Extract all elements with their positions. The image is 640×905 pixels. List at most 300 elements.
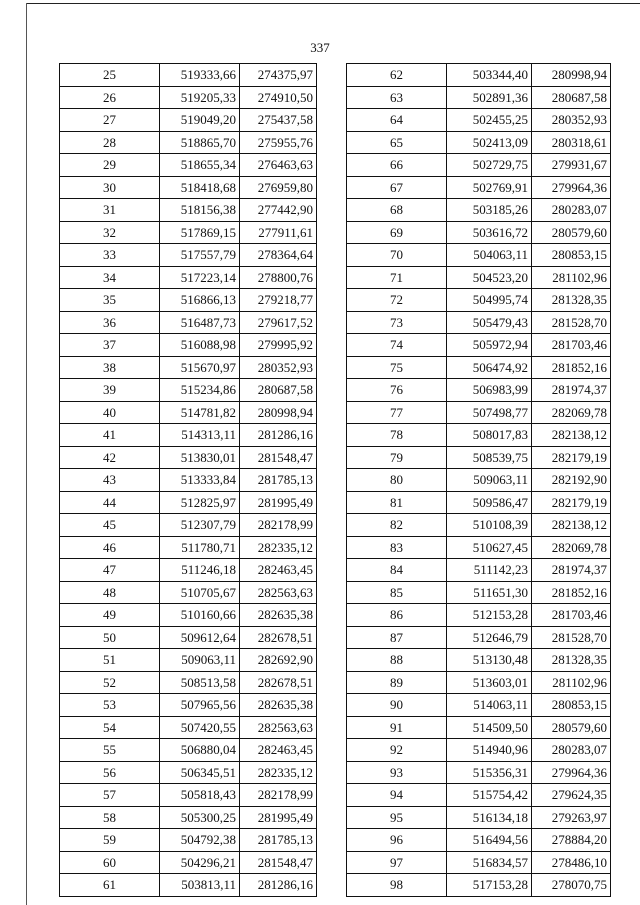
table-row [60, 356, 317, 379]
y-coordinate-cell: 281528,70 [532, 311, 611, 334]
y-coordinate-cell: 281852,16 [532, 356, 611, 379]
point-number-cell: 67 [347, 176, 447, 199]
y-coordinate-cell: 280687,58 [240, 379, 317, 402]
x-coordinate-cell: 513603,01 [447, 671, 532, 694]
y-coordinate-cell: 279995,92 [240, 334, 317, 357]
x-coordinate-cell: 509063,11 [447, 469, 532, 492]
point-number-cell: 47 [60, 559, 160, 582]
y-coordinate-cell: 274375,97 [240, 64, 317, 87]
table-row [60, 64, 317, 87]
y-coordinate-cell: 277442,90 [240, 199, 317, 222]
table-row [60, 334, 317, 357]
point-number-cell: 57 [60, 784, 160, 807]
x-coordinate-cell: 510705,67 [160, 581, 240, 604]
table-row [60, 221, 317, 244]
point-number-cell: 90 [347, 694, 447, 717]
x-coordinate-cell: 517153,28 [447, 874, 532, 897]
point-number-cell: 42 [60, 446, 160, 469]
point-number-cell: 30 [60, 176, 160, 199]
x-coordinate-cell: 516866,13 [160, 289, 240, 312]
y-coordinate-cell: 282178,99 [240, 514, 317, 537]
x-coordinate-cell: 509063,11 [160, 649, 240, 672]
point-number-cell: 29 [60, 154, 160, 177]
y-coordinate-cell: 276959,80 [240, 176, 317, 199]
table-row [347, 671, 611, 694]
table-row [347, 784, 611, 807]
y-coordinate-cell: 281328,35 [532, 289, 611, 312]
table-row [347, 131, 611, 154]
y-coordinate-cell: 282179,19 [532, 491, 611, 514]
table-row [347, 581, 611, 604]
page-number: 337 [310, 40, 330, 55]
y-coordinate-cell: 282678,51 [240, 626, 317, 649]
table-row [347, 356, 611, 379]
point-number-cell: 44 [60, 491, 160, 514]
point-number-cell: 62 [347, 64, 447, 87]
table-row [347, 244, 611, 267]
y-coordinate-cell: 281102,96 [532, 671, 611, 694]
point-number-cell: 26 [60, 86, 160, 109]
y-coordinate-cell: 282138,12 [532, 514, 611, 537]
table-row [347, 379, 611, 402]
y-coordinate-cell: 282563,63 [240, 581, 317, 604]
table-row [347, 64, 611, 87]
y-coordinate-cell: 282192,90 [532, 469, 611, 492]
table-row [347, 199, 611, 222]
table-row [347, 649, 611, 672]
x-coordinate-cell: 512825,97 [160, 491, 240, 514]
table-row [347, 491, 611, 514]
table-row [347, 694, 611, 717]
y-coordinate-cell: 281703,46 [532, 604, 611, 627]
point-number-cell: 45 [60, 514, 160, 537]
y-coordinate-cell: 280998,94 [532, 64, 611, 87]
y-coordinate-cell: 279931,67 [532, 154, 611, 177]
y-coordinate-cell: 280998,94 [240, 401, 317, 424]
y-coordinate-cell: 281286,16 [240, 424, 317, 447]
x-coordinate-cell: 503185,26 [447, 199, 532, 222]
x-coordinate-cell: 505300,25 [160, 806, 240, 829]
point-number-cell: 95 [347, 806, 447, 829]
table-row [60, 176, 317, 199]
point-number-cell: 92 [347, 739, 447, 762]
x-coordinate-cell: 518865,70 [160, 131, 240, 154]
table-row [347, 536, 611, 559]
x-coordinate-cell: 508513,58 [160, 671, 240, 694]
y-coordinate-cell: 282678,51 [240, 671, 317, 694]
point-number-cell: 38 [60, 356, 160, 379]
table-row [60, 199, 317, 222]
y-coordinate-cell: 281328,35 [532, 649, 611, 672]
x-coordinate-cell: 512646,79 [447, 626, 532, 649]
table-row [347, 626, 611, 649]
x-coordinate-cell: 517869,15 [160, 221, 240, 244]
y-coordinate-cell: 280318,61 [532, 131, 611, 154]
table-row [60, 266, 317, 289]
point-number-cell: 68 [347, 199, 447, 222]
point-number-cell: 58 [60, 806, 160, 829]
table-row [60, 739, 317, 762]
point-number-cell: 76 [347, 379, 447, 402]
table-row [347, 266, 611, 289]
x-coordinate-cell: 519205,33 [160, 86, 240, 109]
point-number-cell: 64 [347, 109, 447, 132]
table-row [347, 109, 611, 132]
y-coordinate-cell: 274910,50 [240, 86, 317, 109]
x-coordinate-cell: 512307,79 [160, 514, 240, 537]
point-number-cell: 39 [60, 379, 160, 402]
point-number-cell: 60 [60, 851, 160, 874]
y-coordinate-cell: 275955,76 [240, 131, 317, 154]
x-coordinate-cell: 502891,36 [447, 86, 532, 109]
x-coordinate-cell: 513130,48 [447, 649, 532, 672]
x-coordinate-cell: 503813,11 [160, 874, 240, 897]
y-coordinate-cell: 279964,36 [532, 176, 611, 199]
point-number-cell: 41 [60, 424, 160, 447]
point-number-cell: 81 [347, 491, 447, 514]
point-number-cell: 79 [347, 446, 447, 469]
point-number-cell: 77 [347, 401, 447, 424]
coordinates-table-left [59, 63, 317, 897]
x-coordinate-cell: 507965,56 [160, 694, 240, 717]
table-row [60, 694, 317, 717]
x-coordinate-cell: 516494,56 [447, 829, 532, 852]
point-number-cell: 34 [60, 266, 160, 289]
table-row [347, 829, 611, 852]
point-number-cell: 32 [60, 221, 160, 244]
point-number-cell: 74 [347, 334, 447, 357]
x-coordinate-cell: 515356,31 [447, 761, 532, 784]
y-coordinate-cell: 281548,47 [240, 446, 317, 469]
x-coordinate-cell: 518418,68 [160, 176, 240, 199]
x-coordinate-cell: 514940,96 [447, 739, 532, 762]
y-coordinate-cell: 282635,38 [240, 604, 317, 627]
point-number-cell: 35 [60, 289, 160, 312]
point-number-cell: 91 [347, 716, 447, 739]
point-number-cell: 93 [347, 761, 447, 784]
point-number-cell: 54 [60, 716, 160, 739]
x-coordinate-cell: 509586,47 [447, 491, 532, 514]
y-coordinate-cell: 282335,12 [240, 761, 317, 784]
point-number-cell: 46 [60, 536, 160, 559]
y-coordinate-cell: 281703,46 [532, 334, 611, 357]
table-row [60, 401, 317, 424]
point-number-cell: 56 [60, 761, 160, 784]
x-coordinate-cell: 513830,01 [160, 446, 240, 469]
point-number-cell: 49 [60, 604, 160, 627]
table-row [60, 424, 317, 447]
table-row [60, 536, 317, 559]
point-number-cell: 89 [347, 671, 447, 694]
point-number-cell: 50 [60, 626, 160, 649]
table-row [60, 806, 317, 829]
x-coordinate-cell: 510160,66 [160, 604, 240, 627]
point-number-cell: 70 [347, 244, 447, 267]
point-number-cell: 61 [60, 874, 160, 897]
x-coordinate-cell: 515754,42 [447, 784, 532, 807]
top-border-line [26, 3, 640, 4]
x-coordinate-cell: 511651,30 [447, 581, 532, 604]
x-coordinate-cell: 504792,38 [160, 829, 240, 852]
y-coordinate-cell: 281102,96 [532, 266, 611, 289]
y-coordinate-cell: 282069,78 [532, 401, 611, 424]
table-row [347, 311, 611, 334]
x-coordinate-cell: 512153,28 [447, 604, 532, 627]
table-row [347, 514, 611, 537]
y-coordinate-cell: 278070,75 [532, 874, 611, 897]
y-coordinate-cell: 279617,52 [240, 311, 317, 334]
y-coordinate-cell: 281852,16 [532, 581, 611, 604]
x-coordinate-cell: 502413,09 [447, 131, 532, 154]
table-row [347, 221, 611, 244]
y-coordinate-cell: 280687,58 [532, 86, 611, 109]
y-coordinate-cell: 280352,93 [532, 109, 611, 132]
point-number-cell: 86 [347, 604, 447, 627]
x-coordinate-cell: 503344,40 [447, 64, 532, 87]
x-coordinate-cell: 505972,94 [447, 334, 532, 357]
point-number-cell: 83 [347, 536, 447, 559]
x-coordinate-cell: 514313,11 [160, 424, 240, 447]
point-number-cell: 37 [60, 334, 160, 357]
x-coordinate-cell: 519333,66 [160, 64, 240, 87]
y-coordinate-cell: 277911,61 [240, 221, 317, 244]
x-coordinate-cell: 514509,50 [447, 716, 532, 739]
x-coordinate-cell: 516487,73 [160, 311, 240, 334]
point-number-cell: 31 [60, 199, 160, 222]
table-row [60, 109, 317, 132]
table-row [60, 559, 317, 582]
table-row [347, 739, 611, 762]
table-row [60, 761, 317, 784]
x-coordinate-cell: 504995,74 [447, 289, 532, 312]
table-row [60, 469, 317, 492]
table-row [347, 334, 611, 357]
table-row [347, 806, 611, 829]
y-coordinate-cell: 282138,12 [532, 424, 611, 447]
y-coordinate-cell: 281995,49 [240, 491, 317, 514]
table-row [60, 874, 317, 897]
y-coordinate-cell: 281785,13 [240, 469, 317, 492]
y-coordinate-cell: 275437,58 [240, 109, 317, 132]
table-row [60, 289, 317, 312]
x-coordinate-cell: 504063,11 [447, 244, 532, 267]
x-coordinate-cell: 518156,38 [160, 199, 240, 222]
table-row [60, 716, 317, 739]
y-coordinate-cell: 279263,97 [532, 806, 611, 829]
y-coordinate-cell: 280579,60 [532, 221, 611, 244]
y-coordinate-cell: 276463,63 [240, 154, 317, 177]
table-row [60, 446, 317, 469]
point-number-cell: 75 [347, 356, 447, 379]
x-coordinate-cell: 503616,72 [447, 221, 532, 244]
x-coordinate-cell: 502769,91 [447, 176, 532, 199]
x-coordinate-cell: 515234,86 [160, 379, 240, 402]
x-coordinate-cell: 516134,18 [447, 806, 532, 829]
table-row [60, 851, 317, 874]
table-row [60, 671, 317, 694]
y-coordinate-cell: 280579,60 [532, 716, 611, 739]
table-row [347, 604, 611, 627]
x-coordinate-cell: 513333,84 [160, 469, 240, 492]
x-coordinate-cell: 507420,55 [160, 716, 240, 739]
x-coordinate-cell: 511142,23 [447, 559, 532, 582]
x-coordinate-cell: 510627,45 [447, 536, 532, 559]
y-coordinate-cell: 282692,90 [240, 649, 317, 672]
point-number-cell: 25 [60, 64, 160, 87]
point-number-cell: 96 [347, 829, 447, 852]
left-border-line [26, 3, 27, 905]
table-row [60, 514, 317, 537]
point-number-cell: 27 [60, 109, 160, 132]
table-row [347, 154, 611, 177]
x-coordinate-cell: 505479,43 [447, 311, 532, 334]
y-coordinate-cell: 278364,64 [240, 244, 317, 267]
x-coordinate-cell: 515670,97 [160, 356, 240, 379]
point-number-cell: 87 [347, 626, 447, 649]
point-number-cell: 78 [347, 424, 447, 447]
x-coordinate-cell: 502455,25 [447, 109, 532, 132]
point-number-cell: 97 [347, 851, 447, 874]
x-coordinate-cell: 514781,82 [160, 401, 240, 424]
table-row [60, 154, 317, 177]
x-coordinate-cell: 504523,20 [447, 266, 532, 289]
coordinates-table-right [346, 63, 611, 897]
x-coordinate-cell: 508017,83 [447, 424, 532, 447]
table-row [347, 289, 611, 312]
point-number-cell: 43 [60, 469, 160, 492]
y-coordinate-cell: 282563,63 [240, 716, 317, 739]
point-number-cell: 66 [347, 154, 447, 177]
point-number-cell: 73 [347, 311, 447, 334]
point-number-cell: 51 [60, 649, 160, 672]
y-coordinate-cell: 280352,93 [240, 356, 317, 379]
y-coordinate-cell: 281548,47 [240, 851, 317, 874]
table-row [347, 401, 611, 424]
table-row [347, 446, 611, 469]
x-coordinate-cell: 502729,75 [447, 154, 532, 177]
point-number-cell: 80 [347, 469, 447, 492]
point-number-cell: 28 [60, 131, 160, 154]
table-row [347, 86, 611, 109]
x-coordinate-cell: 511780,71 [160, 536, 240, 559]
point-number-cell: 69 [347, 221, 447, 244]
point-number-cell: 36 [60, 311, 160, 334]
point-number-cell: 40 [60, 401, 160, 424]
x-coordinate-cell: 518655,34 [160, 154, 240, 177]
table-row [347, 176, 611, 199]
point-number-cell: 65 [347, 131, 447, 154]
table-row [60, 86, 317, 109]
table-row [60, 491, 317, 514]
x-coordinate-cell: 514063,11 [447, 694, 532, 717]
y-coordinate-cell: 281286,16 [240, 874, 317, 897]
x-coordinate-cell: 510108,39 [447, 514, 532, 537]
table-row [60, 131, 317, 154]
table-row [347, 874, 611, 897]
y-coordinate-cell: 280283,07 [532, 739, 611, 762]
point-number-cell: 48 [60, 581, 160, 604]
y-coordinate-cell: 282335,12 [240, 536, 317, 559]
y-coordinate-cell: 282463,45 [240, 739, 317, 762]
table-row [60, 626, 317, 649]
table-row [60, 244, 317, 267]
y-coordinate-cell: 280853,15 [532, 694, 611, 717]
x-coordinate-cell: 507498,77 [447, 401, 532, 424]
x-coordinate-cell: 516088,98 [160, 334, 240, 357]
table-row [347, 469, 611, 492]
table-row [60, 604, 317, 627]
y-coordinate-cell: 279218,77 [240, 289, 317, 312]
x-coordinate-cell: 505818,43 [160, 784, 240, 807]
y-coordinate-cell: 282635,38 [240, 694, 317, 717]
table-row [60, 784, 317, 807]
y-coordinate-cell: 282069,78 [532, 536, 611, 559]
point-number-cell: 63 [347, 86, 447, 109]
x-coordinate-cell: 519049,20 [160, 109, 240, 132]
y-coordinate-cell: 278884,20 [532, 829, 611, 852]
point-number-cell: 82 [347, 514, 447, 537]
point-number-cell: 85 [347, 581, 447, 604]
table-row [60, 311, 317, 334]
x-coordinate-cell: 517557,79 [160, 244, 240, 267]
y-coordinate-cell: 281528,70 [532, 626, 611, 649]
table-row [60, 649, 317, 672]
table-row [347, 761, 611, 784]
x-coordinate-cell: 506474,92 [447, 356, 532, 379]
y-coordinate-cell: 279964,36 [532, 761, 611, 784]
point-number-cell: 59 [60, 829, 160, 852]
table-row [347, 716, 611, 739]
point-number-cell: 53 [60, 694, 160, 717]
table-row [60, 379, 317, 402]
table-row [347, 559, 611, 582]
x-coordinate-cell: 506880,04 [160, 739, 240, 762]
x-coordinate-cell: 516834,57 [447, 851, 532, 874]
point-number-cell: 88 [347, 649, 447, 672]
x-coordinate-cell: 506345,51 [160, 761, 240, 784]
y-coordinate-cell: 278800,76 [240, 266, 317, 289]
table-row [60, 829, 317, 852]
point-number-cell: 55 [60, 739, 160, 762]
point-number-cell: 84 [347, 559, 447, 582]
point-number-cell: 98 [347, 874, 447, 897]
table-row [347, 851, 611, 874]
y-coordinate-cell: 280283,07 [532, 199, 611, 222]
point-number-cell: 71 [347, 266, 447, 289]
y-coordinate-cell: 279624,35 [532, 784, 611, 807]
point-number-cell: 72 [347, 289, 447, 312]
x-coordinate-cell: 511246,18 [160, 559, 240, 582]
y-coordinate-cell: 281974,37 [532, 379, 611, 402]
x-coordinate-cell: 517223,14 [160, 266, 240, 289]
y-coordinate-cell: 282178,99 [240, 784, 317, 807]
point-number-cell: 94 [347, 784, 447, 807]
x-coordinate-cell: 504296,21 [160, 851, 240, 874]
y-coordinate-cell: 282179,19 [532, 446, 611, 469]
point-number-cell: 33 [60, 244, 160, 267]
y-coordinate-cell: 281995,49 [240, 806, 317, 829]
point-number-cell: 52 [60, 671, 160, 694]
y-coordinate-cell: 278486,10 [532, 851, 611, 874]
x-coordinate-cell: 509612,64 [160, 626, 240, 649]
y-coordinate-cell: 280853,15 [532, 244, 611, 267]
table-row [347, 424, 611, 447]
x-coordinate-cell: 506983,99 [447, 379, 532, 402]
table-row [60, 581, 317, 604]
y-coordinate-cell: 281785,13 [240, 829, 317, 852]
x-coordinate-cell: 508539,75 [447, 446, 532, 469]
y-coordinate-cell: 282463,45 [240, 559, 317, 582]
